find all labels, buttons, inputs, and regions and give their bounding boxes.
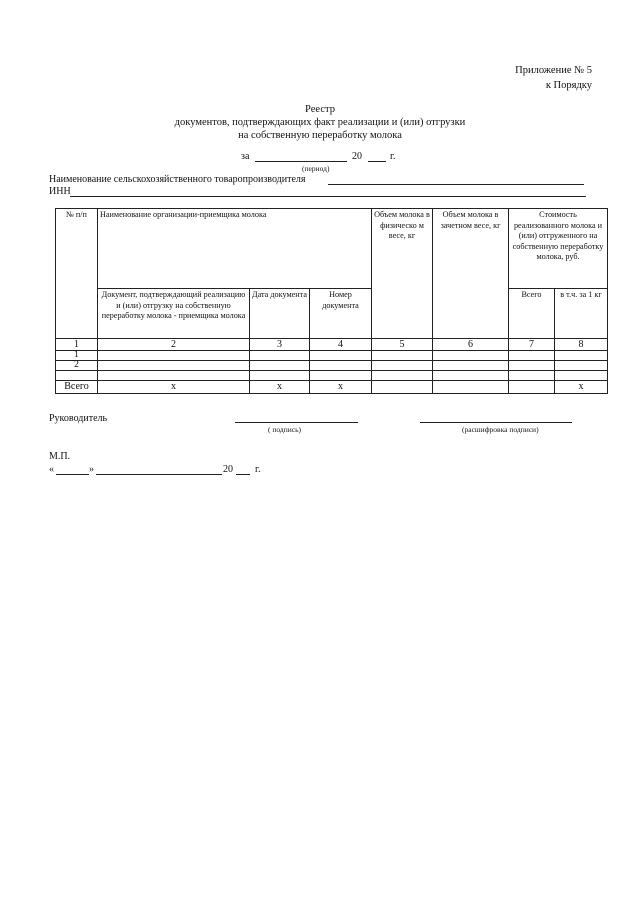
head-label: Руководитель bbox=[49, 413, 108, 424]
table-cell[interactable] bbox=[555, 371, 608, 381]
header-cost-total: Всего bbox=[509, 289, 555, 339]
signature-field[interactable] bbox=[235, 422, 358, 423]
appendix-reference: к Порядку bbox=[545, 80, 592, 91]
table-cell[interactable] bbox=[250, 351, 310, 361]
table-cell[interactable] bbox=[98, 361, 250, 371]
header-document-date: Дата документа bbox=[250, 289, 310, 339]
date-month-field[interactable] bbox=[96, 474, 222, 475]
title-line-3: на собственную переработку молока bbox=[238, 130, 402, 141]
column-number: 7 bbox=[509, 339, 555, 351]
table-cell[interactable] bbox=[509, 351, 555, 361]
table-row bbox=[56, 351, 608, 361]
header-document: Документ, подтверждающий реализацию и (или) отгрузку на собственную переработку молока - приемщика молока bbox=[98, 289, 250, 339]
date-quote-close: » bbox=[89, 464, 94, 475]
table-cell[interactable] bbox=[250, 361, 310, 371]
producer-field[interactable] bbox=[328, 184, 584, 185]
stamp-label: М.П. bbox=[49, 451, 71, 462]
table-cell[interactable] bbox=[310, 351, 372, 361]
period-prefix: за bbox=[241, 151, 250, 162]
column-number: 3 bbox=[250, 339, 310, 351]
table-cell[interactable] bbox=[372, 361, 433, 371]
date-day-field[interactable] bbox=[56, 474, 89, 475]
total-cell-x: х bbox=[250, 381, 310, 394]
total-row bbox=[56, 381, 608, 394]
table-row bbox=[56, 371, 608, 381]
inn-field[interactable] bbox=[70, 196, 586, 197]
table-cell[interactable] bbox=[433, 371, 509, 381]
table-cell[interactable] bbox=[372, 381, 433, 394]
total-cell-x: х bbox=[555, 381, 608, 394]
signature-decode-caption: (расшифровка подписи) bbox=[462, 425, 539, 434]
producer-label: Наименование сельскохозяйственного товаропроизводителя bbox=[49, 174, 306, 185]
period-year: 20 bbox=[352, 151, 362, 162]
column-number: 5 bbox=[372, 339, 433, 351]
table-row bbox=[56, 361, 608, 371]
table-cell[interactable] bbox=[310, 361, 372, 371]
date-quote-open: « bbox=[49, 464, 54, 475]
column-number: 6 bbox=[433, 339, 509, 351]
total-cell-x: х bbox=[98, 381, 250, 394]
column-numbers-row bbox=[56, 339, 608, 351]
table-cell[interactable] bbox=[555, 361, 608, 371]
table-cell[interactable] bbox=[433, 351, 509, 361]
table-cell[interactable] bbox=[433, 381, 509, 394]
header-cost-per-kg: в т.ч. за 1 кг bbox=[555, 289, 608, 339]
signature-caption: ( подпись) bbox=[268, 425, 302, 434]
document-title bbox=[0, 103, 640, 142]
appendix-block bbox=[515, 63, 592, 93]
date-year-field[interactable] bbox=[236, 474, 250, 475]
table-cell[interactable] bbox=[250, 371, 310, 381]
period-field[interactable] bbox=[255, 161, 347, 162]
title-line-1: Реестр bbox=[305, 104, 335, 115]
table-cell[interactable] bbox=[98, 371, 250, 381]
table-cell[interactable] bbox=[509, 361, 555, 371]
header-cost: Стоимость реализованного молока и (или) отгруженного на собственную переработку молока, руб. bbox=[509, 209, 608, 289]
period-suffix: г. bbox=[390, 151, 396, 162]
header-organization: Наименование организации-приемщика молока bbox=[98, 209, 372, 289]
row-number bbox=[56, 371, 98, 381]
header-volume-physical: Объем молока в физическо м весе, кг bbox=[372, 209, 433, 339]
date-suffix: г. bbox=[255, 464, 261, 475]
table-cell[interactable] bbox=[509, 381, 555, 394]
table-cell[interactable] bbox=[372, 351, 433, 361]
table-cell[interactable] bbox=[310, 371, 372, 381]
row-number: 1 bbox=[56, 351, 98, 361]
table-cell[interactable] bbox=[433, 361, 509, 371]
appendix-number: Приложение № 5 bbox=[515, 65, 592, 76]
table-cell[interactable] bbox=[509, 371, 555, 381]
period-year-field[interactable] bbox=[368, 161, 386, 162]
column-number: 1 bbox=[56, 339, 98, 351]
title-line-2: документов, подтверждающих факт реализации и (или) отгрузки bbox=[174, 117, 466, 128]
table-cell[interactable] bbox=[98, 351, 250, 361]
inn-label: ИНН bbox=[49, 186, 71, 197]
column-number: 8 bbox=[555, 339, 608, 351]
column-number: 4 bbox=[310, 339, 372, 351]
signature-decode-field[interactable] bbox=[420, 422, 572, 423]
registry-table bbox=[55, 208, 608, 394]
table-cell[interactable] bbox=[555, 351, 608, 361]
total-cell-x: х bbox=[310, 381, 372, 394]
column-number: 2 bbox=[98, 339, 250, 351]
date-year: 20 bbox=[223, 464, 233, 475]
header-volume-credit: Объем молока в зачетном весе, кг bbox=[433, 209, 509, 339]
header-document-number: Номер документа bbox=[310, 289, 372, 339]
period-caption: (период) bbox=[302, 164, 330, 173]
row-number: 2 bbox=[56, 361, 98, 371]
table-cell[interactable] bbox=[372, 371, 433, 381]
header-num: № п/п bbox=[56, 209, 98, 339]
total-label: Всего bbox=[56, 381, 98, 394]
